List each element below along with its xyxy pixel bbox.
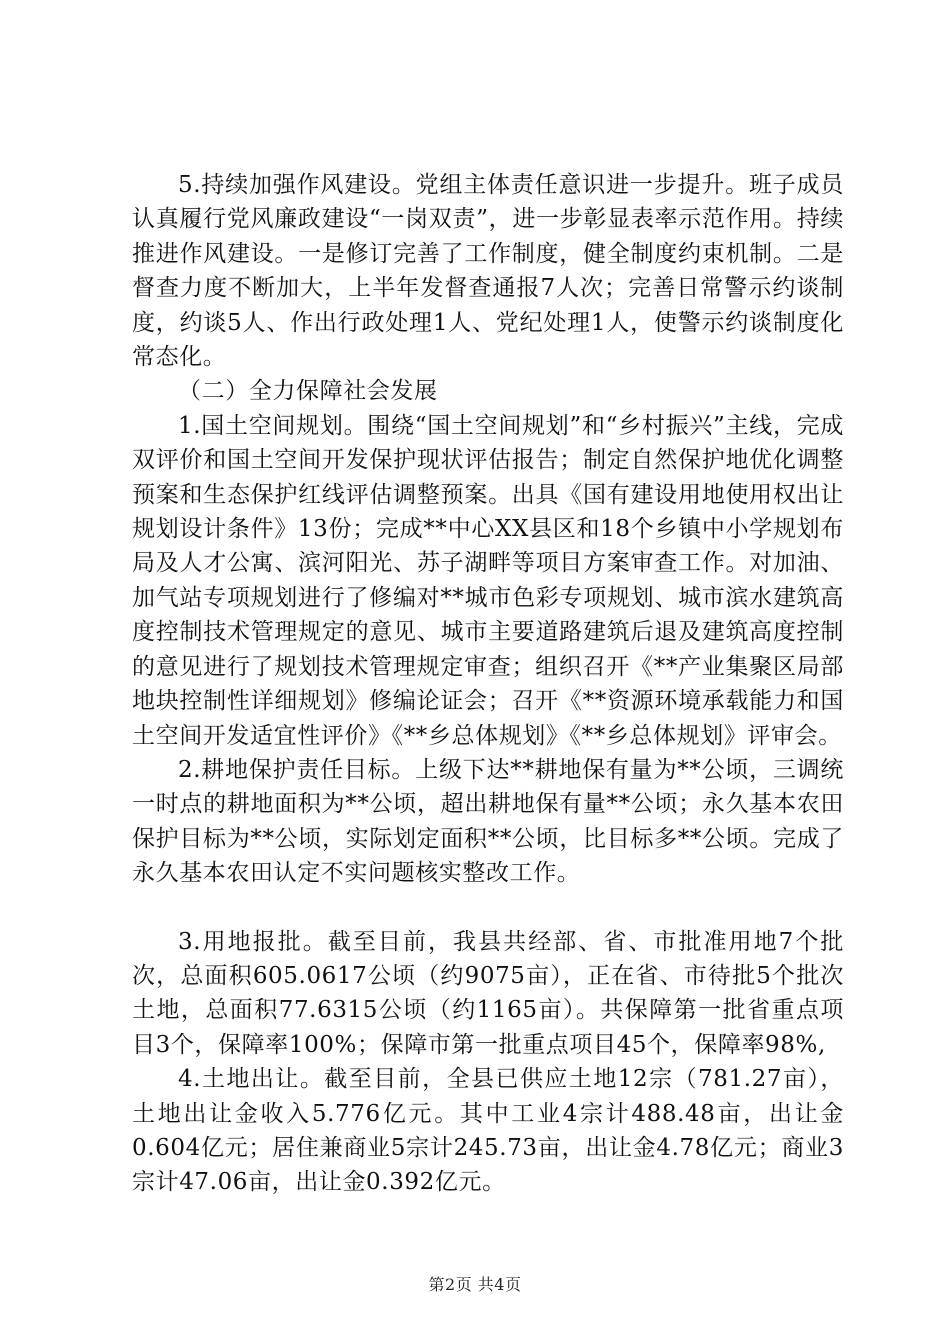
paragraph-land-transfer: 4.土地出让。截至目前，全县已供应土地12宗（781.27亩），土地出让金收入5.776亿元。其中工业4宗计488.48亩，出让金0.604亿元；居住兼商业5宗计245.73亩，出让金4.78亿元；商业3宗计47.06亩，出让金0.392亿元。 (132, 1066, 844, 1196)
paragraph-spacer (132, 891, 844, 925)
paragraph-land-approval: 3.用地报批。截至目前，我县共经部、省、市批准用地7个批次，总面积605.0617公顷（约9075亩），正在省、市待批5个批次土地，总面积77.6315公顷（约1165亩）。共保障第一批省重点项目3个，保障率100%；保障市第一批重点项目45个，保障率98%, (132, 928, 844, 1058)
section-heading: （二）全力保障社会发展 (178, 378, 438, 405)
page-number-footer: 第2页 共4页 (428, 1275, 522, 1294)
paragraph-land-planning: 1.国土空间规划。围绕“国土空间规划”和“乡村振兴”主线，完成双评价和国土空间开发保护现状评估报告；制定自然保护地优化调整预案和生态保护红线评估调整预案。出具《国有建设用地使用权出让规划设计条件》13份；完成**中心XX县区和18个乡镇中小学规划布局及人才公寓、滨河阳光、苏子湖畔等项目方案审查工作。对加油、加气站专项规划进行了修编对**城市色彩专项规划、城市滨水建筑高度控制技术管理规定的意见、城市主要道路建筑后退及建筑高度控制的意见进行了规划技术管理规定审查；组织召开《**产业集聚区局部地块控制性详细规划》修编论证会；召开《**资源环境承载能力和国土空间开发适宜性评价》《**乡总体规划》《**乡总体规划》评审会。 (132, 412, 844, 749)
document-body (132, 168, 844, 1200)
paragraph-farmland-protection: 2.耕地保护责任目标。上级下达**耕地保有量为**公顷，三调统一时点的耕地面积为**公顷，超出耕地保有量**公顷；永久基本农田保护目标为**公顷，实际划定面积**公顷，比目标多**公顷。完成了永久基本农田认定不实问题核实整改工作。 (132, 756, 844, 887)
paragraph-style-building: 5.持续加强作风建设。党组主体责任意识进一步提升。班子成员认真履行党风廉政建设“一岗双责”，进一步彰显表率示范作用。持续推进作风建设。一是修订完善了工作制度，健全制度约束机制。二是督查力度不断加大，上半年发督查通报7人次；完善日常警示约谈制度，约谈5人、作出行政处理1人、党纪处理1人，使警示约谈制度化常态化。 (132, 172, 844, 371)
